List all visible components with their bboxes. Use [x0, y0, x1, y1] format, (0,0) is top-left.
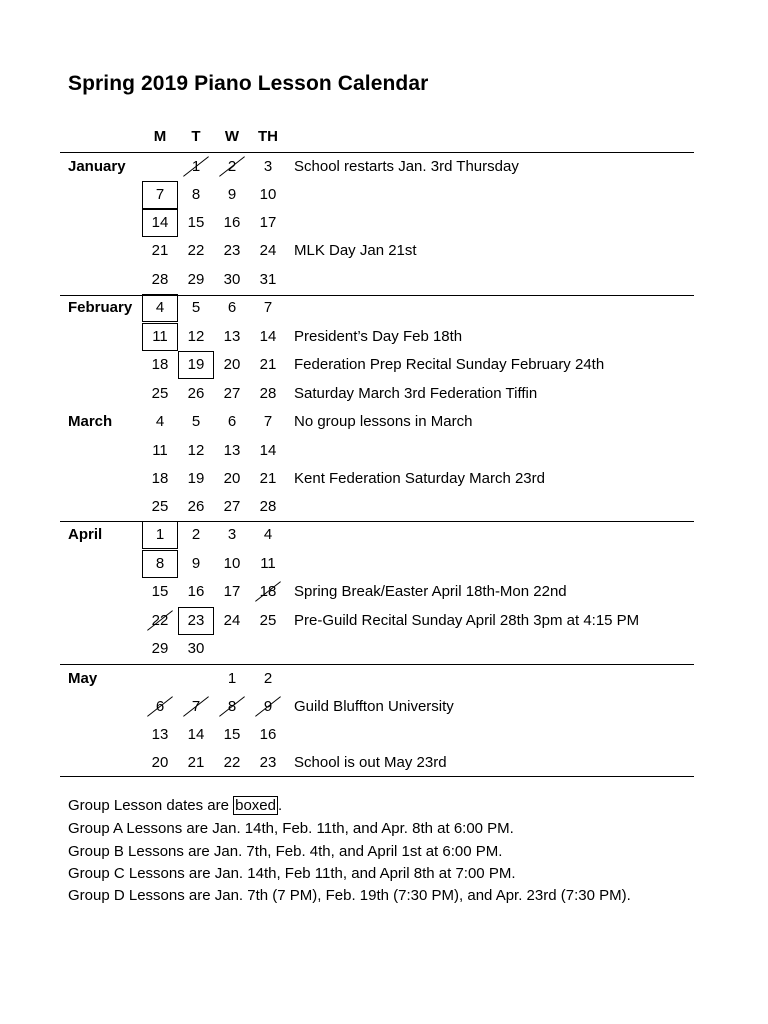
- date-cell: 17: [223, 583, 241, 600]
- date-cell: 4: [263, 526, 273, 543]
- footer-line-group-c: Group C Lessons are Jan. 14th, Feb 11th, and April 8th at 7:00 PM.: [68, 865, 516, 882]
- date-cell: 29: [151, 640, 169, 657]
- date-cell: 23: [259, 754, 277, 771]
- group-lesson-date-cell: 1: [142, 521, 178, 549]
- date-cell: 26: [187, 498, 205, 515]
- calendar-note: Pre-Guild Recital Sunday April 28th 3pm at 4:15 PM: [294, 612, 640, 629]
- no-lesson-date-cell: 18: [250, 578, 286, 606]
- calendar-note: School is out May 23rd: [294, 754, 447, 771]
- date-cell: 27: [223, 385, 241, 402]
- month-label: February: [68, 299, 133, 316]
- no-lesson-date-cell: 9: [250, 693, 286, 721]
- date-cell: 1: [227, 670, 237, 687]
- footer-line-group-b: Group B Lessons are Jan. 7th, Feb. 4th, and April 1st at 6:00 PM.: [68, 843, 503, 860]
- group-lesson-date-cell: 8: [142, 550, 178, 578]
- date-cell: 13: [223, 442, 241, 459]
- date-cell: 13: [151, 726, 169, 743]
- date-cell: 23: [223, 242, 241, 259]
- date-cell: 9: [191, 555, 201, 572]
- group-lesson-date-cell: 23: [178, 607, 214, 635]
- no-lesson-date-cell: 6: [142, 693, 178, 721]
- footer-legend-prefix: Group Lesson dates are: [68, 797, 234, 814]
- calendar-note: Spring Break/Easter April 18th-Mon 22nd: [294, 583, 567, 600]
- date-cell: 29: [187, 271, 205, 288]
- group-lesson-date-cell: 11: [142, 323, 178, 351]
- date-cell: 8: [191, 186, 201, 203]
- date-cell: 10: [259, 186, 277, 203]
- month-divider: [60, 152, 694, 153]
- date-cell: 15: [151, 583, 169, 600]
- date-cell: 20: [223, 470, 241, 487]
- date-cell: 25: [259, 612, 277, 629]
- date-cell: 22: [223, 754, 241, 771]
- date-cell: 16: [259, 726, 277, 743]
- calendar-note: Kent Federation Saturday March 23rd: [294, 470, 545, 487]
- date-cell: 16: [223, 214, 241, 231]
- no-lesson-date-cell: 7: [178, 693, 214, 721]
- date-cell: 10: [223, 555, 241, 572]
- date-cell: 2: [263, 670, 273, 687]
- date-cell: 15: [223, 726, 241, 743]
- month-label: May: [68, 670, 98, 687]
- date-cell: 20: [151, 754, 169, 771]
- header-tuesday: T: [191, 128, 201, 145]
- footer-line-boxed-legend: [68, 797, 282, 814]
- header-monday: M: [153, 128, 167, 145]
- date-cell: 7: [263, 413, 273, 430]
- month-label: January: [68, 158, 126, 175]
- date-cell: 25: [151, 498, 169, 515]
- date-cell: 5: [191, 413, 201, 430]
- date-cell: 14: [187, 726, 205, 743]
- group-lesson-date-cell: 14: [142, 209, 178, 237]
- date-cell: 2: [191, 526, 201, 543]
- date-cell: 11: [152, 442, 168, 459]
- date-cell: 13: [223, 328, 241, 345]
- group-lesson-date-cell: 7: [142, 181, 178, 209]
- date-cell: 24: [223, 612, 241, 629]
- date-cell: 21: [259, 470, 277, 487]
- date-cell: 12: [187, 328, 205, 345]
- group-lesson-date-cell: 19: [178, 351, 214, 379]
- date-cell: 6: [227, 413, 237, 430]
- date-cell: 18: [151, 356, 169, 373]
- date-cell: 11: [260, 555, 276, 572]
- calendar-note: Guild Bluffton University: [294, 698, 454, 715]
- no-lesson-date-cell: 8: [214, 693, 250, 721]
- calendar-note: Saturday March 3rd Federation Tiffin: [294, 385, 538, 402]
- date-cell: 9: [227, 186, 237, 203]
- date-cell: 5: [191, 299, 201, 316]
- no-lesson-date-cell: 1: [178, 153, 214, 181]
- date-cell: 21: [187, 754, 205, 771]
- calendar-note: MLK Day Jan 21st: [294, 242, 417, 259]
- date-cell: 19: [187, 470, 205, 487]
- footer-line-group-a: Group A Lessons are Jan. 14th, Feb. 11th, and Apr. 8th at 6:00 PM.: [68, 820, 514, 837]
- date-cell: 14: [259, 328, 277, 345]
- header-wednesday: W: [224, 128, 240, 145]
- footer-legend-suffix: .: [277, 797, 283, 814]
- calendar-note: President’s Day Feb 18th: [294, 328, 463, 345]
- date-cell: 24: [259, 242, 277, 259]
- calendar-note: Federation Prep Recital Sunday February 24th: [294, 356, 605, 373]
- date-cell: 27: [223, 498, 241, 515]
- group-lesson-date-cell: 4: [142, 294, 178, 322]
- month-label: March: [68, 413, 113, 430]
- footer-line-group-d: Group D Lessons are Jan. 7th (7 PM), Feb. 19th (7:30 PM), and Apr. 23rd (7:30 PM).: [68, 887, 631, 904]
- date-cell: 7: [263, 299, 273, 316]
- page-title: Spring 2019 Piano Lesson Calendar: [68, 72, 429, 95]
- date-cell: 4: [155, 413, 165, 430]
- header-thursday: TH: [258, 128, 278, 145]
- date-cell: 3: [227, 526, 237, 543]
- no-lesson-date-cell: 2: [214, 153, 250, 181]
- date-cell: 26: [187, 385, 205, 402]
- date-cell: 31: [259, 271, 277, 288]
- date-cell: 16: [187, 583, 205, 600]
- date-cell: 3: [263, 158, 273, 175]
- no-lesson-date-cell: 22: [142, 607, 178, 635]
- calendar-note: School restarts Jan. 3rd Thursday: [294, 158, 519, 175]
- date-cell: 15: [187, 214, 205, 231]
- date-cell: 21: [259, 356, 277, 373]
- footer-legend-boxed-word: boxed: [235, 797, 276, 814]
- date-cell: 6: [227, 299, 237, 316]
- month-divider: [60, 664, 694, 665]
- calendar-note: No group lessons in March: [294, 413, 473, 430]
- date-cell: 18: [151, 470, 169, 487]
- month-label: April: [68, 526, 103, 543]
- date-cell: 14: [259, 442, 277, 459]
- date-cell: 17: [259, 214, 277, 231]
- date-cell: 20: [223, 356, 241, 373]
- date-cell: 30: [187, 640, 205, 657]
- date-cell: 12: [187, 442, 205, 459]
- date-cell: 22: [187, 242, 205, 259]
- date-cell: 28: [259, 498, 277, 515]
- date-cell: 28: [151, 271, 169, 288]
- date-cell: 21: [151, 242, 169, 259]
- date-cell: 25: [151, 385, 169, 402]
- date-cell: 30: [223, 271, 241, 288]
- date-cell: 28: [259, 385, 277, 402]
